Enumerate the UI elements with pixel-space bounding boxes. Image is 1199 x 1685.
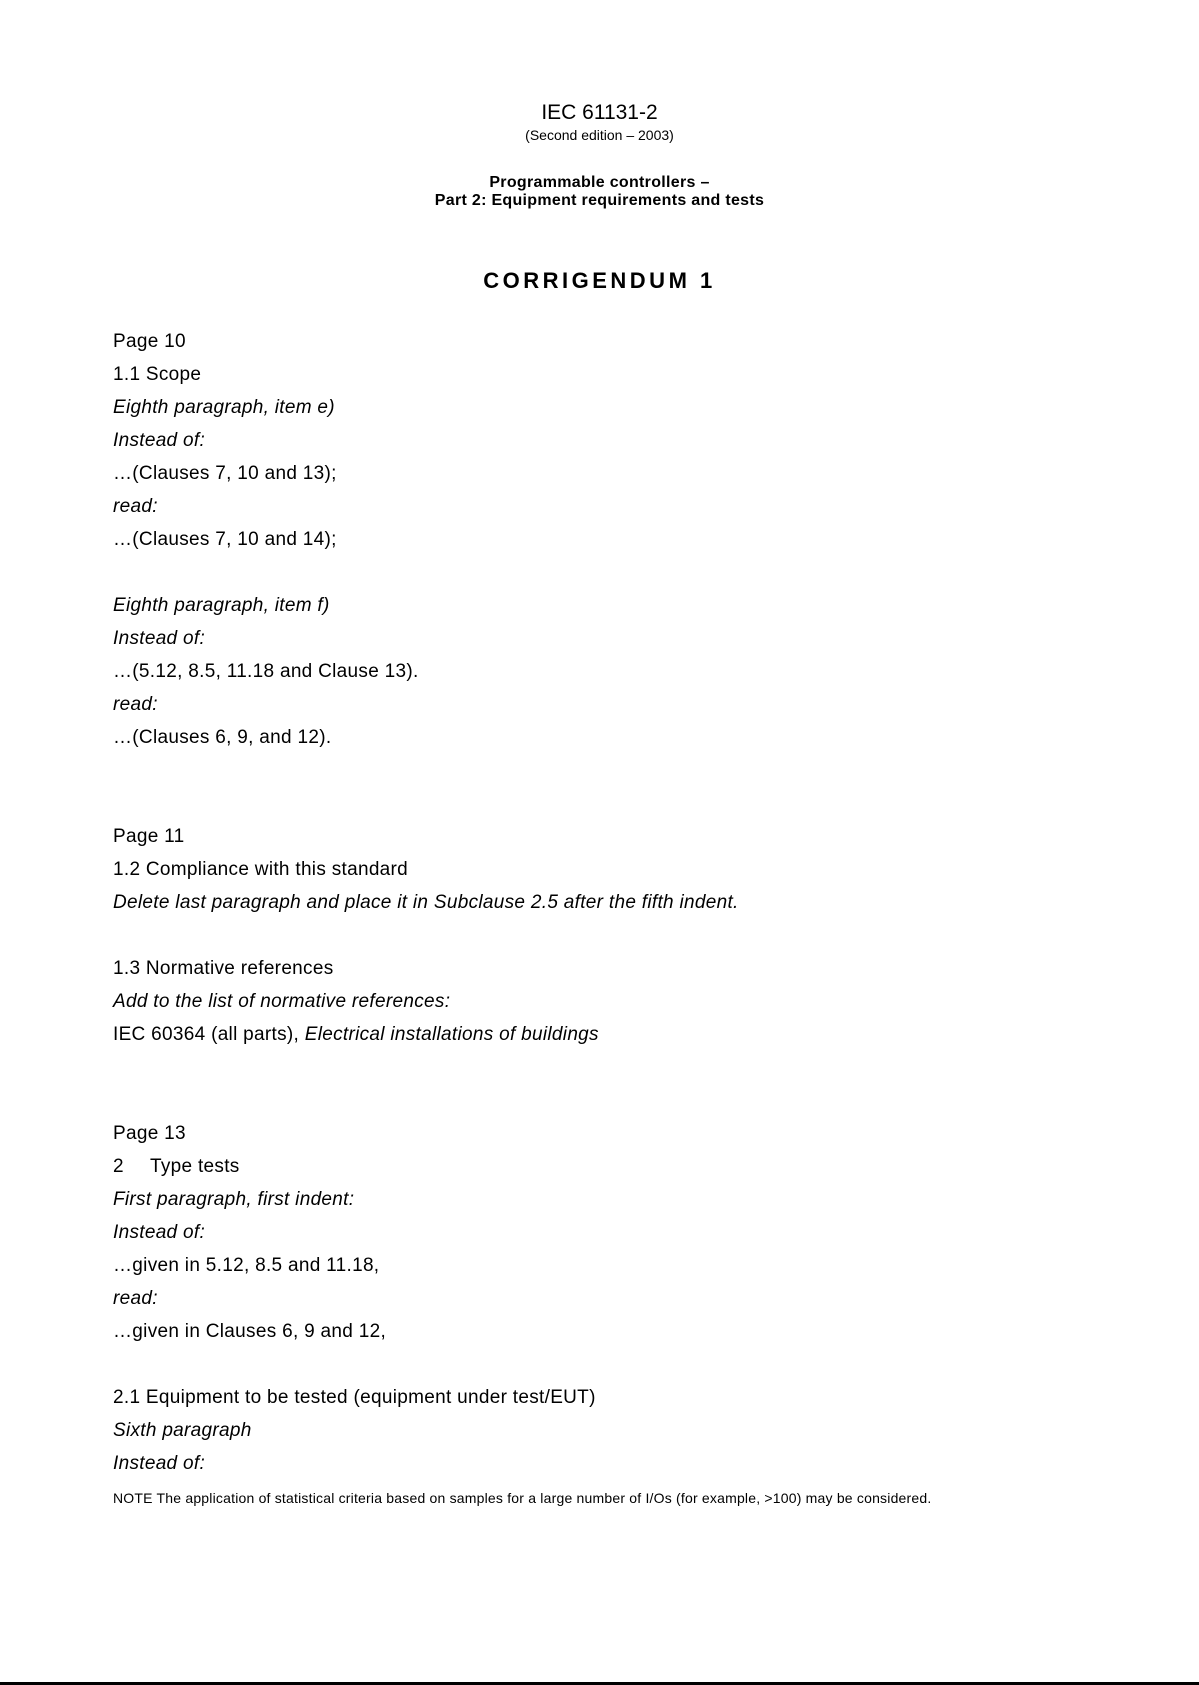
normative-reference: [113, 1018, 1083, 1051]
clause-heading: [113, 1150, 1083, 1183]
reference-number: IEC 60364 (all parts),: [113, 1024, 305, 1045]
old-text: …(Clauses 7, 10 and 13);: [113, 463, 337, 484]
old-text: …given in 5.12, 8.5 and 11.18,: [113, 1255, 380, 1276]
clause-number: 2: [113, 1156, 124, 1177]
instead-of-label: Instead of:: [113, 1222, 206, 1243]
location-note: Eighth paragraph, item f): [113, 595, 330, 616]
document-title-line1: Programmable controllers –: [489, 174, 710, 191]
old-text: …(5.12, 8.5, 11.18 and Clause 13).: [113, 661, 419, 682]
instruction-text: Add to the list of normative references:: [113, 991, 451, 1012]
page-reference: Page 13: [113, 1123, 186, 1144]
note-text: NOTE The application of statistical criteria based on samples for a large number of I/Os (for example, >100) may be considered.: [113, 1490, 932, 1506]
read-label: read:: [113, 496, 158, 517]
corrigendum-body: [113, 325, 1083, 1507]
corrigendum-heading: CORRIGENDUM 1: [483, 268, 716, 293]
clause-heading: 1.1 Scope: [113, 364, 202, 385]
instead-of-label: Instead of:: [113, 430, 206, 451]
read-label: read:: [113, 1288, 158, 1309]
clause-title: Type tests: [150, 1156, 240, 1177]
edition-info: (Second edition – 2003): [525, 127, 674, 143]
read-label: read:: [113, 694, 158, 715]
standard-number: IEC 61131-2: [541, 101, 658, 124]
instead-of-label: Instead of:: [113, 1453, 206, 1474]
instead-of-label: Instead of:: [113, 628, 206, 649]
reference-title: Electrical installations of buildings: [304, 1024, 599, 1045]
page-reference: Page 10: [113, 331, 186, 352]
page-reference: Page 11: [113, 826, 185, 847]
document-title-line2: Part 2: Equipment requirements and tests: [434, 192, 765, 209]
clause-heading: 1.3 Normative references: [113, 958, 334, 979]
clause-heading: 1.2 Compliance with this standard: [113, 859, 409, 880]
location-note: Eighth paragraph, item e): [113, 397, 335, 418]
location-note: Sixth paragraph: [113, 1420, 252, 1441]
location-note: First paragraph, first indent:: [113, 1189, 355, 1210]
instruction-text: Delete last paragraph and place it in Subclause 2.5 after the fifth indent.: [113, 892, 739, 913]
new-text: …(Clauses 6, 9, and 12).: [113, 727, 332, 748]
new-text: …given in Clauses 6, 9 and 12,: [113, 1321, 387, 1342]
clause-heading: 2.1 Equipment to be tested (equipment under test/EUT): [113, 1387, 596, 1408]
new-text: …(Clauses 7, 10 and 14);: [113, 529, 337, 550]
